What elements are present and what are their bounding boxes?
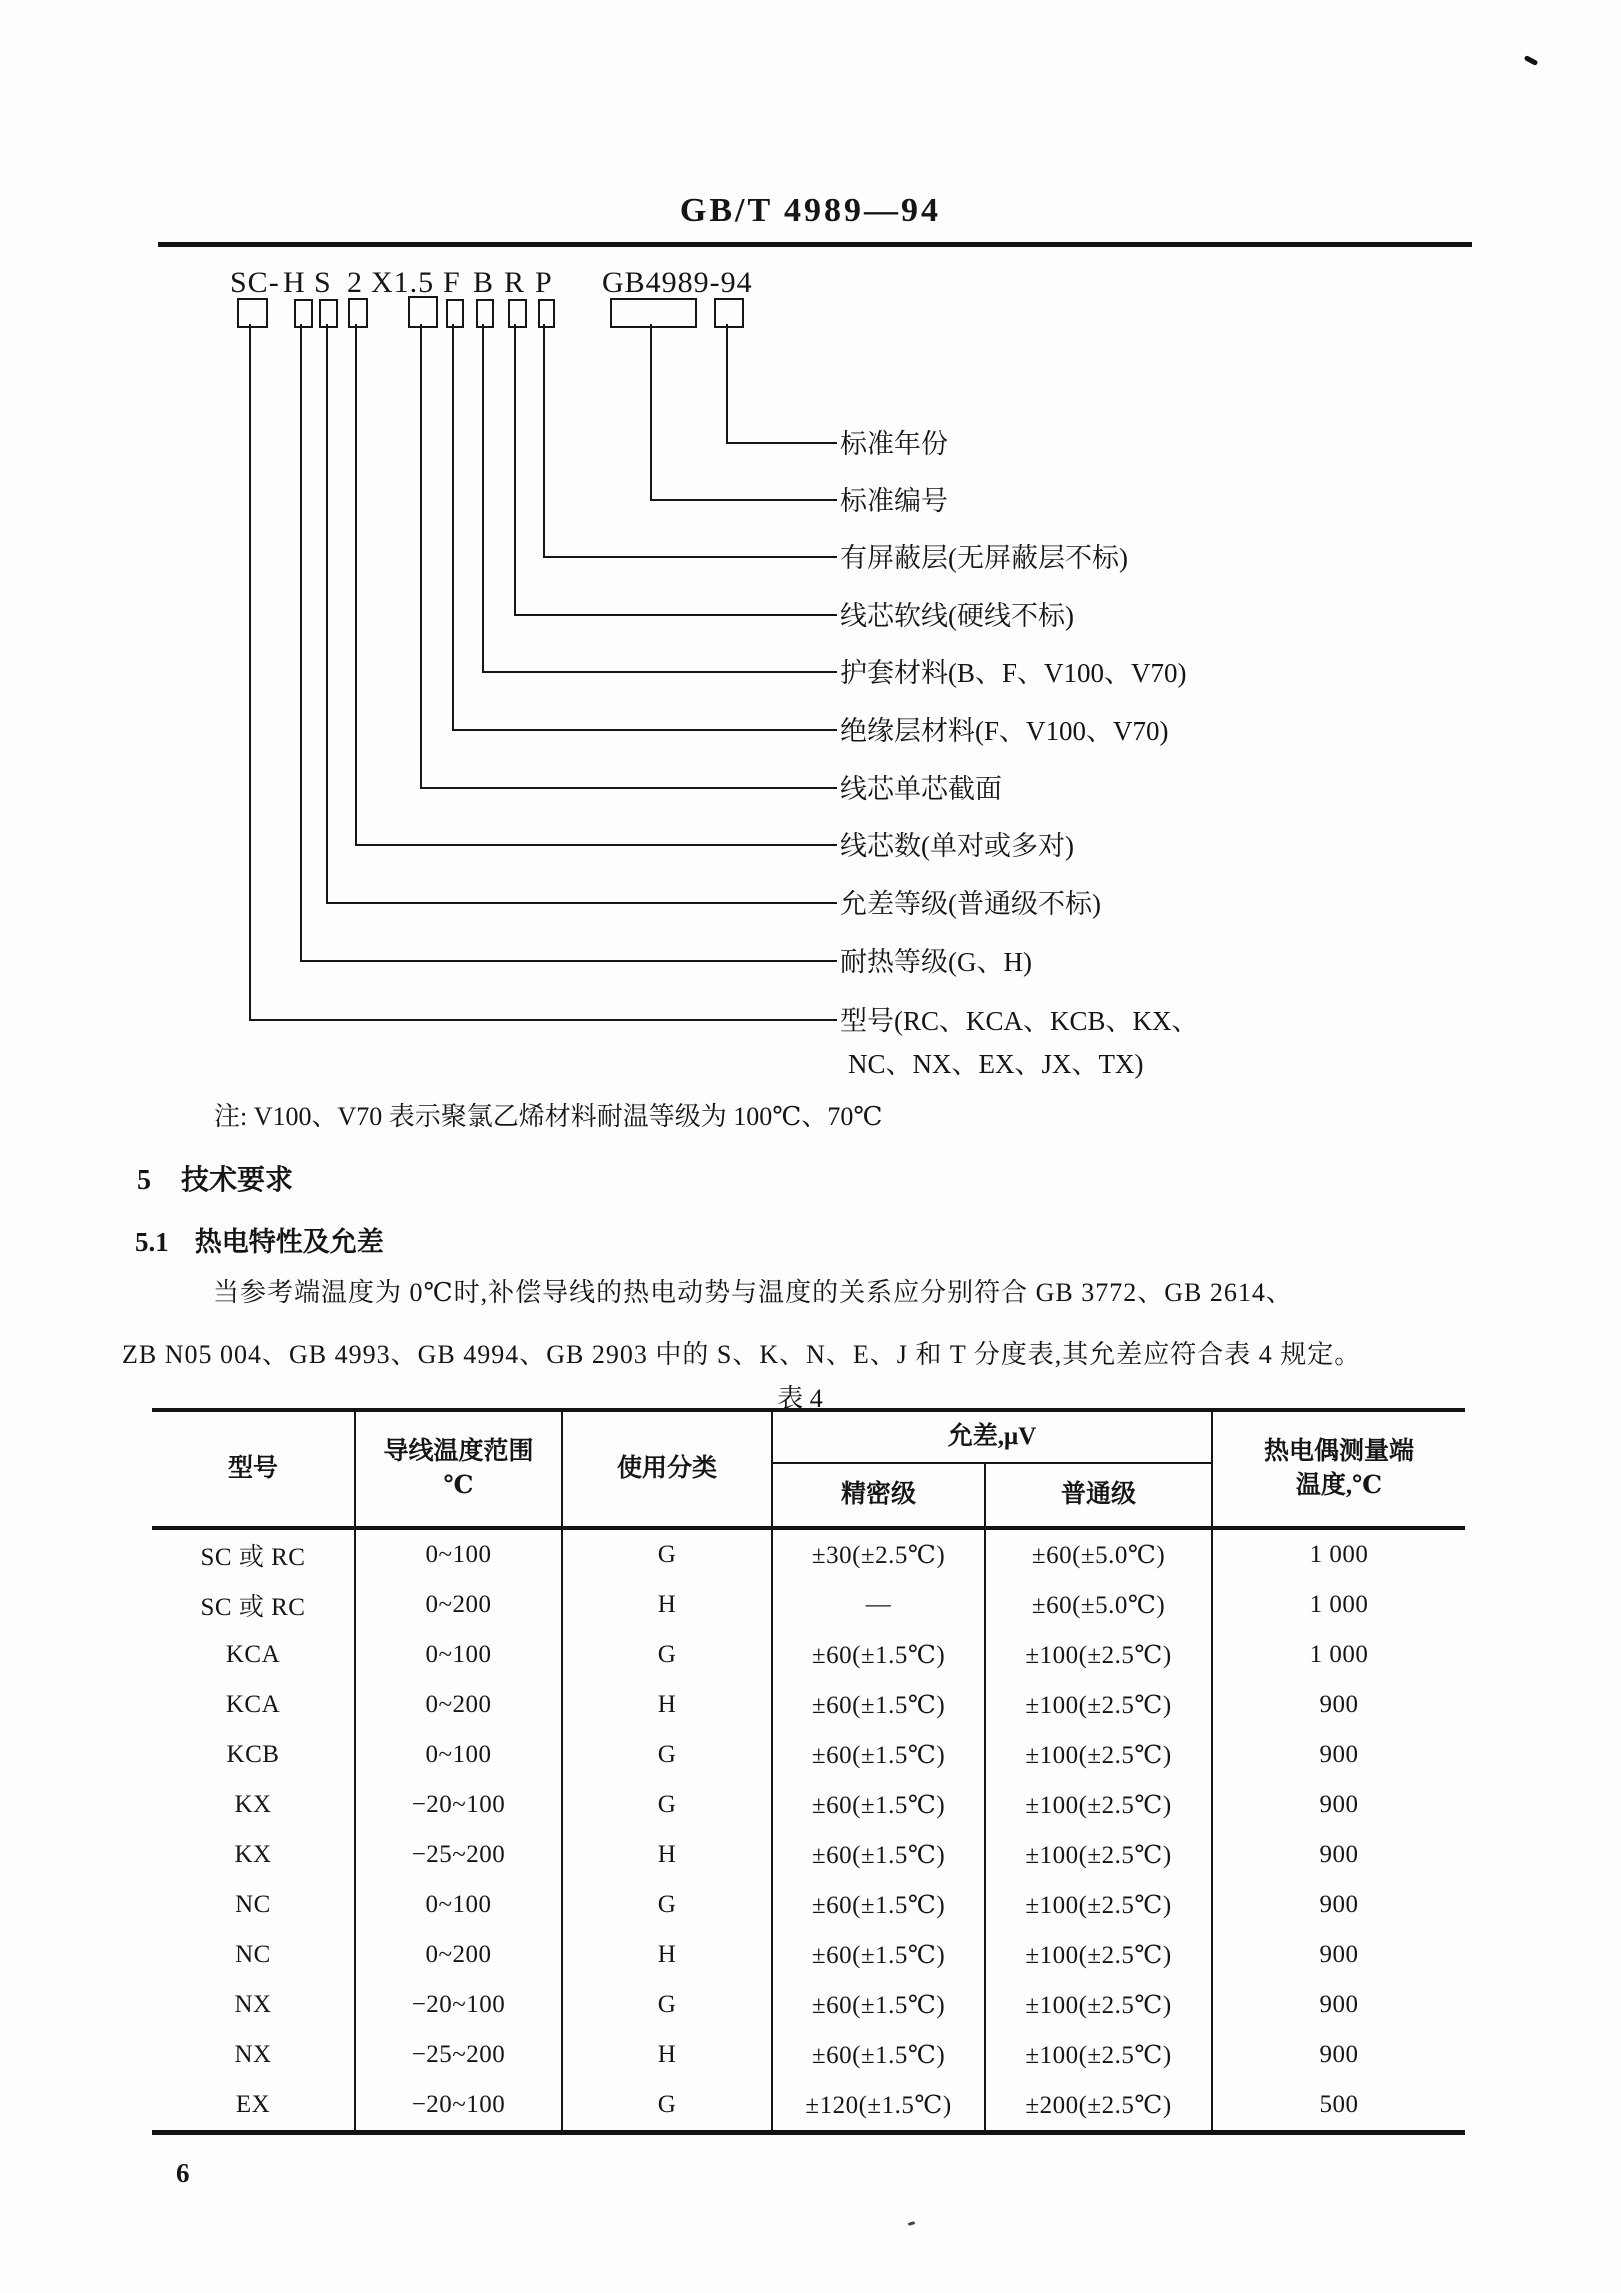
label-core-count: 线芯数(单对或多对): [840, 831, 1074, 861]
leader-hline: [249, 1019, 837, 1021]
designation-box-insulation: [446, 299, 464, 328]
leader-hline: [326, 902, 837, 904]
code-shield-text: P: [535, 266, 553, 299]
section-heading: [137, 1158, 293, 1198]
th-temp-range-line2: ℃: [443, 1472, 474, 1499]
th-temp-range: [355, 1410, 562, 1528]
leader-vline: [300, 324, 302, 960]
th-junction-temp-line1: 热电偶测量端: [1264, 1438, 1415, 1466]
table-cell: NX: [234, 1991, 272, 2018]
leader-vline: [355, 324, 357, 844]
table-cell: KCB: [226, 1741, 280, 1768]
table-cell: 900: [1212, 1780, 1465, 1830]
designation-box-sheath: [476, 299, 494, 328]
table-cell: ±60(±1.5℃): [772, 1730, 985, 1780]
table-cell: H: [562, 1930, 772, 1980]
table-cell: ±100(±2.5℃): [985, 1830, 1212, 1880]
label-standard-year: 标准年份: [840, 429, 948, 459]
code-flexible-text: R: [504, 266, 526, 299]
table-row: [152, 1680, 1465, 1730]
table-cell: ±100(±2.5℃): [985, 1930, 1212, 1980]
subsection-title: 热电特性及允差: [194, 1227, 384, 1257]
code-core-count-text: 2: [347, 266, 363, 299]
table-cell: ±60(±1.5℃): [772, 2030, 985, 2080]
designation-box-tolerance-grade: [319, 299, 338, 328]
subsection-heading: [135, 1220, 384, 1259]
scan-speck: [1524, 55, 1539, 66]
leader-hline: [420, 787, 837, 789]
table-row: [152, 1930, 1465, 1980]
leader-vline: [650, 324, 652, 499]
leader-hline: [355, 844, 837, 846]
th-usage-class: 使用分类: [562, 1410, 772, 1528]
leader-hline: [514, 614, 837, 616]
designation-box-core-count: [348, 298, 368, 328]
designation-box-heat-grade: [294, 299, 313, 328]
table-cell: G: [562, 1880, 772, 1930]
header-rule: [158, 242, 1472, 247]
leader-hline: [543, 556, 837, 558]
th-junction-temp-line2: 温度,℃: [1295, 1472, 1383, 1499]
designation-box-cross-section: [408, 296, 438, 328]
table-cell: ±100(±2.5℃): [985, 1880, 1212, 1930]
table-cell: H: [562, 1830, 772, 1880]
table-cell: 900: [1212, 2030, 1465, 2080]
tolerance-table: [152, 1408, 1465, 2135]
table-cell: —: [772, 1580, 985, 1630]
label-model-line1: 型号(RC、KCA、KCB、KX、: [840, 1006, 1199, 1036]
table-cell: ±60(±1.5℃): [772, 1630, 985, 1680]
table-cell: ±60(±1.5℃): [772, 1680, 985, 1730]
table-row: [152, 1730, 1465, 1780]
table-cell: ±100(±2.5℃): [985, 1630, 1212, 1680]
table-cell: −25~200: [355, 1830, 562, 1880]
table-cell: 0~100: [355, 1880, 562, 1930]
table-cell: 1 000: [1212, 1630, 1465, 1680]
table-cell: G: [562, 1780, 772, 1830]
leader-hline: [726, 442, 837, 444]
table-cell: ±100(±2.5℃): [985, 1730, 1212, 1780]
designation-box-shield: [538, 299, 555, 328]
table-cell: KCA: [225, 1641, 281, 1668]
leader-vline: [726, 324, 728, 442]
table-cell: −20~100: [355, 1980, 562, 2030]
table-cell: 1 000: [1212, 1528, 1465, 1580]
table-cell: H: [562, 2030, 772, 2080]
table-cell: SC 或 RC: [200, 1544, 306, 1571]
leader-vline: [482, 324, 484, 671]
table-cell: ±60(±1.5℃): [772, 1780, 985, 1830]
table-cell: NC: [235, 1941, 271, 1968]
designation-box-type: [237, 298, 268, 328]
th-junction-temp: [1212, 1410, 1465, 1528]
table-cell: ±200(±2.5℃): [985, 2080, 1212, 2133]
section-title: 技术要求: [181, 1165, 294, 1196]
table-cell: ±60(±1.5℃): [772, 1880, 985, 1930]
table-cell: ±60(±1.5℃): [772, 1930, 985, 1980]
th-precision-grade: 精密级: [772, 1463, 985, 1528]
table-cell: KX: [234, 1841, 272, 1868]
table-cell: ±60(±1.5℃): [772, 1980, 985, 2030]
table-cell: 0~200: [355, 1580, 562, 1630]
leader-vline: [326, 324, 328, 902]
section-number: 5: [137, 1165, 151, 1196]
label-heat-grade: 耐热等级(G、H): [840, 947, 1032, 977]
table-cell: 1 000: [1212, 1580, 1465, 1630]
table-cell: ±60(±5.0℃): [985, 1580, 1212, 1630]
table-cell: ±100(±2.5℃): [985, 1780, 1212, 1830]
table-row: [152, 1780, 1465, 1830]
table-cell: 500: [1212, 2080, 1465, 2133]
diagram-note: 注: V100、V70 表示聚氯乙烯材料耐温等级为 100℃、70℃: [214, 1102, 883, 1131]
code-heat-grade-text: H: [283, 266, 306, 299]
table-row: [152, 1630, 1465, 1680]
table-row: [152, 1528, 1465, 1580]
leader-vline: [543, 324, 545, 556]
scan-speck: [908, 2221, 916, 2226]
table-cell: NX: [234, 2041, 272, 2068]
leader-hline: [452, 729, 837, 731]
label-cross-section: 线芯单芯截面: [840, 774, 1002, 804]
table-cell: 0~100: [355, 1630, 562, 1680]
table-cell: ±60(±1.5℃): [772, 1830, 985, 1880]
designation-box-flexible: [508, 299, 527, 328]
code-sheath-text: B: [473, 266, 495, 299]
table-cell: G: [562, 1528, 772, 1580]
table-cell: ±100(±2.5℃): [985, 2030, 1212, 2080]
table-cell: 0~100: [355, 1730, 562, 1780]
designation-box-standard-year: [714, 298, 744, 328]
table-cell: 900: [1212, 1930, 1465, 1980]
leader-hline: [650, 499, 837, 501]
table-cell: −25~200: [355, 2030, 562, 2080]
table-body: [152, 1528, 1465, 2133]
designation-box-standard-number: [610, 298, 697, 328]
table-cell: 0~200: [355, 1680, 562, 1730]
code-tolerance-grade-text: S: [314, 266, 332, 299]
label-shield-layer: 有屏蔽层(无屏蔽层不标): [840, 543, 1128, 573]
leader-vline: [420, 324, 422, 787]
label-standard-number: 标准编号: [840, 486, 948, 516]
leader-vline: [249, 324, 251, 1019]
table-cell: H: [562, 1680, 772, 1730]
th-ordinary-grade: 普通级: [985, 1463, 1212, 1528]
leader-hline: [482, 671, 837, 673]
label-tolerance-grade: 允差等级(普通级不标): [840, 889, 1101, 919]
code-insulation-text: F: [443, 266, 461, 299]
table-cell: ±60(±5.0℃): [985, 1528, 1212, 1580]
leader-hline: [300, 960, 837, 962]
code-cross-section-text: X1.5: [371, 266, 435, 299]
table-cell: ±30(±2.5℃): [772, 1528, 985, 1580]
table-cell: ±100(±2.5℃): [985, 1980, 1212, 2030]
table-cell: 0~200: [355, 1930, 562, 1980]
table-cell: −20~100: [355, 2080, 562, 2133]
table-cell: 900: [1212, 1880, 1465, 1930]
table-row: [152, 2030, 1465, 2080]
page-title: GB/T 4989—94: [679, 192, 942, 229]
table-cell: G: [562, 1630, 772, 1680]
label-insulation-material: 绝缘层材料(F、V100、V70): [840, 716, 1169, 746]
table-cell: EX: [235, 2091, 271, 2118]
label-model-line2: NC、NX、EX、JX、TX): [848, 1049, 1144, 1079]
table-cell: G: [562, 1730, 772, 1780]
page-number: 6: [176, 2158, 190, 2188]
th-temp-range-line1: 导线温度范围: [383, 1438, 534, 1466]
table-cell: ±100(±2.5℃): [985, 1680, 1212, 1730]
table-row: [152, 1880, 1465, 1930]
table-cell: SC 或 RC: [200, 1594, 306, 1621]
th-tolerance-group: 允差,μV: [772, 1410, 1212, 1463]
table-row: [152, 1980, 1465, 2030]
table-cell: 900: [1212, 1980, 1465, 2030]
label-sheath-material: 护套材料(B、F、V100、V70): [840, 658, 1187, 688]
label-flexible-core: 线芯软线(硬线不标): [840, 601, 1074, 631]
table-cell: −20~100: [355, 1780, 562, 1830]
table-caption: 表 4: [777, 1384, 823, 1413]
body-paragraph-line2: ZB N05 004、GB 4993、GB 4994、GB 2903 中的 S、K、N、E、J 和 T 分度表,其允差应符合表 4 规定。: [122, 1340, 1362, 1369]
table-cell: 900: [1212, 1830, 1465, 1880]
table-row: [152, 1580, 1465, 1630]
table-cell: 900: [1212, 1730, 1465, 1780]
code-type-text: SC-: [230, 266, 280, 299]
leader-vline: [452, 324, 454, 729]
table-cell: NC: [235, 1891, 271, 1918]
table-row: [152, 2080, 1465, 2133]
table-cell: G: [562, 2080, 772, 2133]
table-cell: 900: [1212, 1680, 1465, 1730]
leader-vline: [514, 324, 516, 614]
table-cell: ±120(±1.5℃): [772, 2080, 985, 2133]
table-cell: G: [562, 1980, 772, 2030]
code-standard-text: GB4989-94: [602, 266, 753, 299]
table-cell: KCA: [225, 1691, 281, 1718]
table-cell: H: [562, 1580, 772, 1630]
subsection-number: 5.1: [135, 1227, 169, 1257]
table-row: [152, 1830, 1465, 1880]
body-paragraph-line1: 当参考端温度为 0℃时,补偿导线的热电动势与温度的关系应分别符合 GB 3772、GB 2614、: [213, 1278, 1293, 1307]
table-cell: KX: [234, 1791, 272, 1818]
table-cell: 0~100: [355, 1528, 562, 1580]
th-model: 型号: [152, 1410, 355, 1528]
